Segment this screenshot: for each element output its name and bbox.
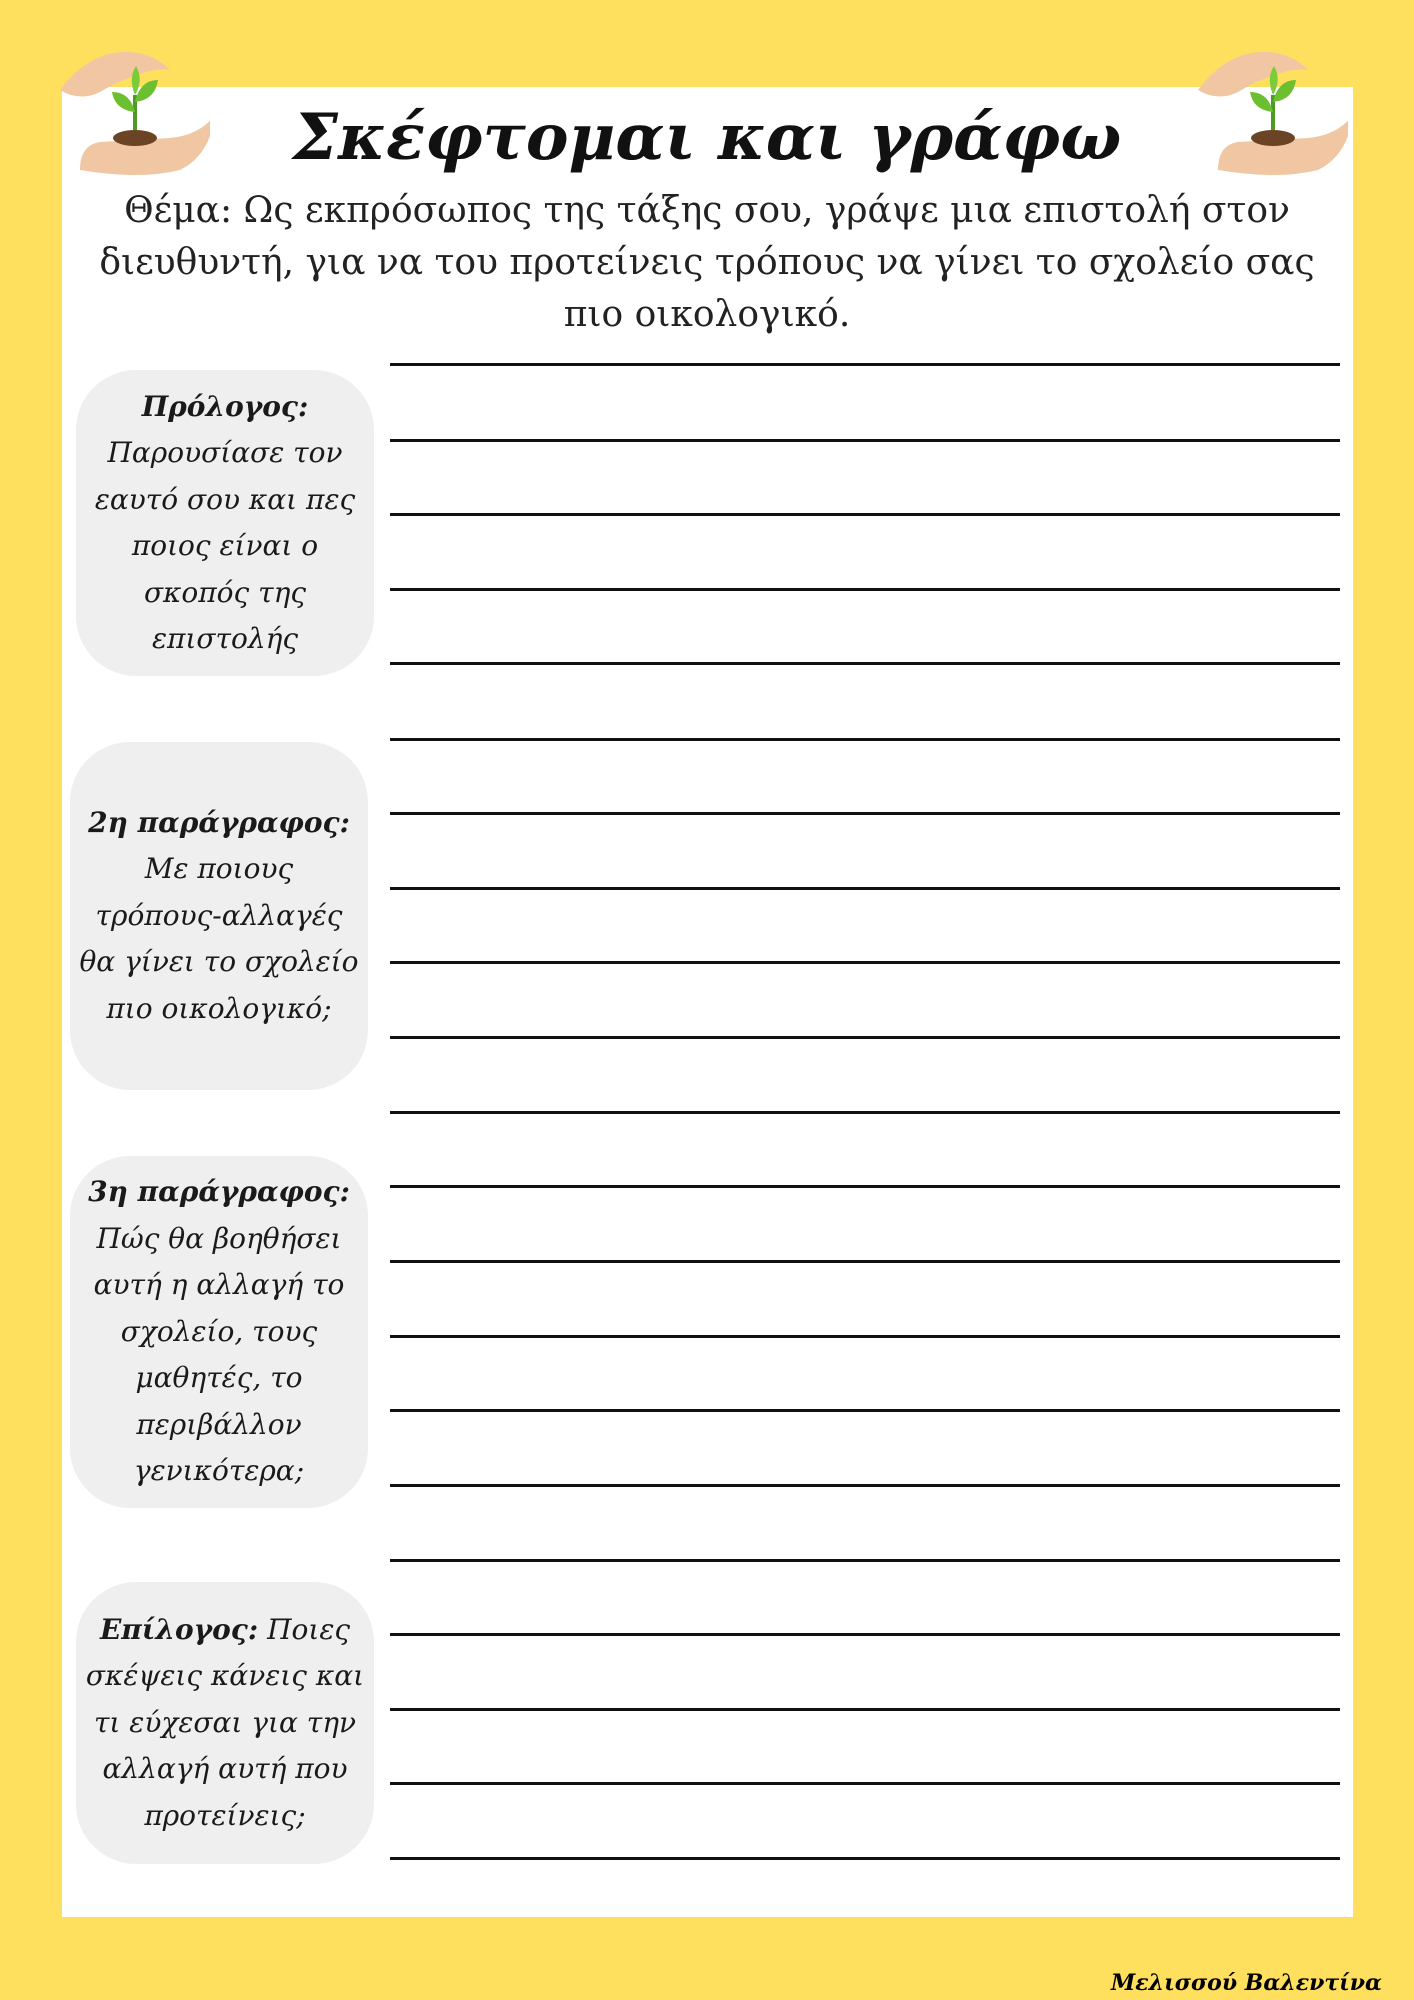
writing-line[interactable] bbox=[390, 588, 1340, 591]
writing-line[interactable] bbox=[390, 363, 1340, 366]
page-title: Σκέφτομαι και γράφω bbox=[292, 100, 1122, 175]
section-heading: 3η παράγραφος: bbox=[88, 1175, 350, 1209]
section-text: Με ποιους τρόπους-αλλαγές θα γίνει το σχολείο πιο οικολογικό; bbox=[79, 852, 359, 1025]
writing-line[interactable] bbox=[390, 1111, 1340, 1114]
section-heading: Επίλογος: bbox=[99, 1612, 259, 1646]
writing-line[interactable] bbox=[390, 662, 1340, 665]
writing-line[interactable] bbox=[390, 1633, 1340, 1636]
writing-line[interactable] bbox=[390, 1409, 1340, 1412]
writing-line[interactable] bbox=[390, 887, 1340, 890]
writing-line[interactable] bbox=[390, 1782, 1340, 1785]
writing-line[interactable] bbox=[390, 1260, 1340, 1263]
section-prompt-intro bbox=[76, 370, 374, 676]
section-heading: 2η παράγραφος: bbox=[88, 805, 350, 839]
writing-line[interactable] bbox=[390, 513, 1340, 516]
writing-line[interactable] bbox=[390, 1484, 1340, 1487]
writing-line[interactable] bbox=[390, 1036, 1340, 1039]
writing-line[interactable] bbox=[390, 1559, 1340, 1562]
writing-line[interactable] bbox=[390, 812, 1340, 815]
section-prompt-paragraph-2 bbox=[70, 742, 368, 1090]
topic-text: Θέμα: Ως εκπρόσωπος της τάξης σου, γράψε μια επιστολή στον διευθυντή, για να του προτείνεις τρόπους να γίνει το σχολείο σας πιο οικολογικό. bbox=[99, 190, 1315, 335]
writing-line[interactable] bbox=[390, 1857, 1340, 1860]
writing-line[interactable] bbox=[390, 1185, 1340, 1188]
section-prompt-paragraph-3 bbox=[70, 1156, 368, 1508]
writing-line[interactable] bbox=[390, 961, 1340, 964]
writing-line[interactable] bbox=[390, 738, 1340, 741]
section-text: Παρουσίασε τον εαυτό σου και πες ποιος είναι ο σκοπός της επιστολής bbox=[94, 436, 356, 655]
writing-line[interactable] bbox=[390, 439, 1340, 442]
author-signature: Μελισσού Βαλεντίνα bbox=[1110, 1970, 1382, 1996]
section-text: Ποιες σκέψεις κάνεις και τι εύχεσαι για την αλλαγή αυτή που προτείνεις; bbox=[85, 1612, 365, 1832]
section-heading: Πρόλογος: bbox=[141, 389, 309, 423]
writing-line[interactable] bbox=[390, 1335, 1340, 1338]
writing-line[interactable] bbox=[390, 1708, 1340, 1711]
section-text: Πώς θα βοηθήσει αυτή η αλλαγή το σχολείο, τους μαθητές, το περιβάλλον γενικότερα; bbox=[93, 1221, 345, 1488]
section-prompt-epilogue bbox=[76, 1582, 374, 1864]
